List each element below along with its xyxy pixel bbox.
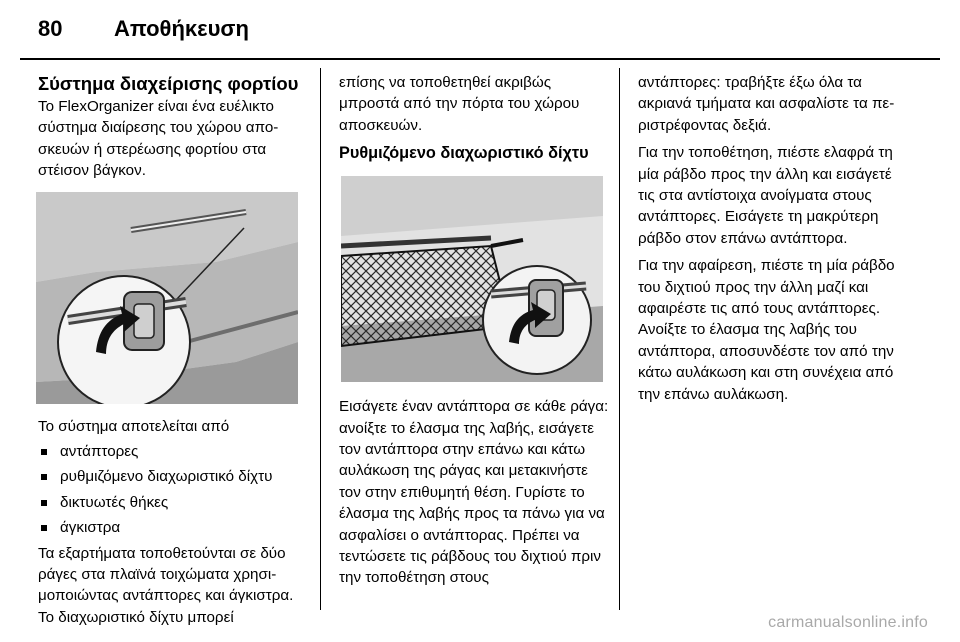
intro-paragraph: Το FlexOrganizer είναι ένα ευέλικτο σύστημα διαίρεσης του χώρου αποσκευών ή στερέωσης φορτίου στα στέισον βάγκον.	[38, 98, 279, 180]
column-divider	[320, 68, 321, 610]
list-item: δικτυωτές θήκες	[38, 492, 308, 513]
instructions-paragraph: Εισάγετε έναν αντάπτορα σε κάθε ράγα: ανοίξτε το έλασμα της λαβής, εισάγετε τον αντάπτορα στην επάνω και κάτω αυλάκωση της ράγας και μετακινήστε τον στην επιθυμητή θέση. Γυρίστε το έλασμα της λαβής προς τα πάνω για να ασφαλίσει ο αντάπτορας. Πρέπει να τεντώσετε τις ράβδους του διχτιού πριν την τοποθέτηση στους	[339, 398, 609, 587]
header-rule	[20, 58, 940, 60]
list-item: άγκιστρα	[38, 517, 308, 538]
list-item: αντάπτορες	[38, 441, 308, 462]
column-2	[339, 72, 609, 589]
subsection-heading: Ρυθμιζόμενο διαχωριστικό δίχτυ	[339, 144, 589, 163]
partition-net-illustration	[341, 176, 603, 382]
page-header	[0, 0, 960, 60]
component-list	[38, 441, 308, 539]
paragraph: Για την αφαίρεση, πιέστε τη μία ράβδο του διχτιού προς την άλλη μαζί και αφαιρέστε τις από τους αντάπτορες. Ανοίξτε το έλασμα της λαβής του αντάπτορα, αποσυνδέστε τον από την κάτω αυλάκωση και στη συνέχεια από την επάνω αυλάκωση.	[638, 257, 895, 403]
list-item: ρυθμιζόμενο διαχωριστικό δίχτυ	[38, 466, 308, 487]
continuation-paragraph: επίσης να τοποθετηθεί ακριβώς μπροστά από την πόρτα του χώρου αποσκευών.	[339, 74, 580, 134]
outro-paragraph: Τα εξαρτήματα τοποθετούνται σε δύο ράγες στα πλαϊνά τοιχώματα χρησιμοποιώντας αντάπτορες και άγκιστρα. Το διαχωριστικό δίχτυ μπορεί	[38, 544, 294, 626]
page-number: 80	[38, 16, 63, 41]
list-intro: Το σύστημα αποτελείται από	[38, 417, 230, 435]
flexorganizer-rail-illustration	[36, 192, 298, 404]
page-title: Αποθήκευση	[114, 16, 249, 41]
column-3	[638, 72, 908, 411]
column-1	[38, 72, 308, 628]
paragraph: Για την τοποθέτηση, πιέστε ελαφρά τη μία ράβδο προς την άλλη και εισάγετέ τις στα αντίστοιχα ανοίγματα στους αντάπτορες. Εισάγετε τη μακρύτερη ράβδο στον επάνω αντάπτορα.	[638, 144, 893, 247]
column-divider	[619, 68, 620, 610]
section-heading: Σύστημα διαχείρισης φορτίου	[38, 73, 299, 94]
paragraph: αντάπτορες: τραβήξτε έξω όλα τα ακριανά τμήματα και ασφαλίστε τα περιστρέφοντας δεξιά.	[638, 74, 895, 134]
watermark: carmanualsonline.info	[768, 614, 928, 631]
